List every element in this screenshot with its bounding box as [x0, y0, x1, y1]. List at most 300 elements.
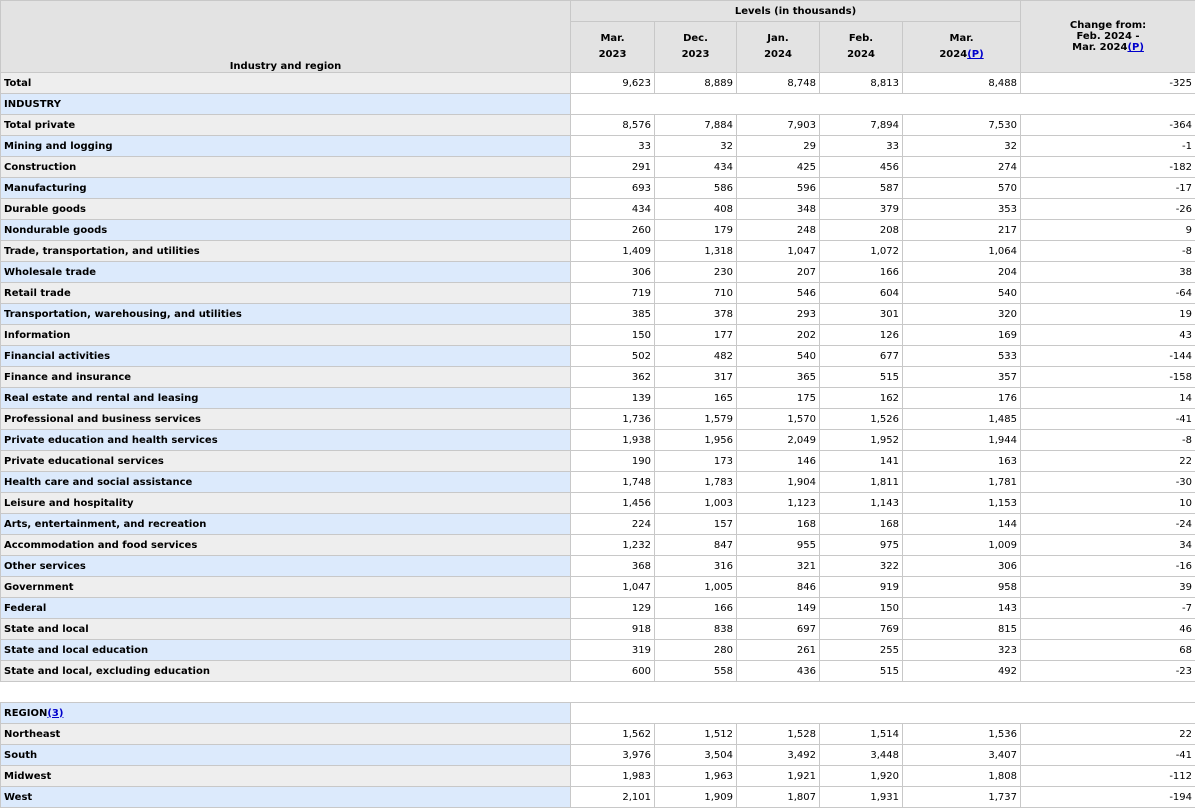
level-value: 173: [655, 451, 737, 472]
change-value: -144: [1021, 346, 1195, 367]
level-value: 157: [655, 514, 737, 535]
row-label: [1, 220, 571, 241]
change-value: -325: [1021, 73, 1195, 94]
row-label: [1, 766, 571, 787]
level-value: 8,748: [737, 73, 820, 94]
change-value: -24: [1021, 514, 1195, 535]
level-value: 162: [820, 388, 903, 409]
level-value: 168: [820, 514, 903, 535]
level-value: 348: [737, 199, 820, 220]
row-label: [1, 304, 571, 325]
table-row: [1, 388, 1195, 409]
level-value: 1,153: [903, 493, 1021, 514]
row-label-text: Professional and business services: [4, 414, 201, 425]
level-value: 169: [903, 325, 1021, 346]
level-value: 317: [655, 367, 737, 388]
change-value: 19: [1021, 304, 1195, 325]
level-value: 570: [903, 178, 1021, 199]
change-value: -16: [1021, 556, 1195, 577]
row-label-text: Durable goods: [4, 204, 86, 215]
level-value: 202: [737, 325, 820, 346]
row-label: [1, 472, 571, 493]
level-value: 3,492: [737, 745, 820, 766]
column-header-year: 2024: [847, 49, 875, 60]
level-value: 1,956: [655, 430, 737, 451]
level-value: 3,504: [655, 745, 737, 766]
table-row: [1, 787, 1195, 808]
level-value: 425: [737, 157, 820, 178]
level-value: 204: [903, 262, 1021, 283]
section-fill: [571, 94, 1195, 115]
row-label-text: Government: [4, 582, 74, 593]
level-value: 1,983: [571, 766, 655, 787]
level-value: 322: [820, 556, 903, 577]
change-value: 38: [1021, 262, 1195, 283]
level-value: 149: [737, 598, 820, 619]
level-value: 175: [737, 388, 820, 409]
table-row: [1, 409, 1195, 430]
level-value: 1,064: [903, 241, 1021, 262]
level-value: 1,737: [903, 787, 1021, 808]
level-value: 1,318: [655, 241, 737, 262]
level-value: 1,783: [655, 472, 737, 493]
level-value: 316: [655, 556, 737, 577]
table-row: [1, 73, 1195, 94]
footnote-link-preliminary[interactable]: (P): [1127, 42, 1143, 53]
level-value: 33: [820, 136, 903, 157]
level-value: 515: [820, 367, 903, 388]
row-label-text: Private education and health services: [4, 435, 218, 446]
levels-header-label: Levels (in thousands): [735, 6, 856, 17]
row-label: [1, 661, 571, 682]
level-value: 533: [903, 346, 1021, 367]
level-value: 129: [571, 598, 655, 619]
row-label-text: Total: [4, 78, 31, 89]
level-value: 1,920: [820, 766, 903, 787]
level-value: 217: [903, 220, 1021, 241]
row-label: [1, 241, 571, 262]
change-value: 68: [1021, 640, 1195, 661]
change-value: -30: [1021, 472, 1195, 493]
change-header: [1021, 1, 1195, 73]
row-label-text: Health care and social assistance: [4, 477, 192, 488]
level-value: 846: [737, 577, 820, 598]
section-row: [1, 703, 1195, 724]
section-row: [1, 94, 1195, 115]
row-label-text: Federal: [4, 603, 46, 614]
spacer-cell: [1, 682, 1195, 703]
row-label-text: State and local, excluding education: [4, 666, 210, 677]
column-header-month: Mar.: [574, 31, 651, 47]
footnote-link-region[interactable]: (3): [47, 708, 63, 719]
row-label: [1, 640, 571, 661]
footnote-link-preliminary[interactable]: (P): [967, 49, 983, 60]
row-label-text: Leisure and hospitality: [4, 498, 134, 509]
table-row: [1, 262, 1195, 283]
level-value: 604: [820, 283, 903, 304]
level-value: 261: [737, 640, 820, 661]
table-body: [1, 73, 1195, 808]
column-header-month: Feb.: [823, 31, 899, 47]
column-header-year: 2024: [939, 49, 967, 60]
level-value: 8,576: [571, 115, 655, 136]
level-value: 1,807: [737, 787, 820, 808]
change-value: -7: [1021, 598, 1195, 619]
table-row: [1, 220, 1195, 241]
row-label-text: INDUSTRY: [4, 99, 61, 110]
column-header: [820, 22, 903, 73]
level-value: 1,514: [820, 724, 903, 745]
level-value: 955: [737, 535, 820, 556]
row-label-text: Finance and insurance: [4, 372, 131, 383]
level-value: 248: [737, 220, 820, 241]
level-value: 1,579: [655, 409, 737, 430]
level-value: 918: [571, 619, 655, 640]
row-label-text: Information: [4, 330, 70, 341]
level-value: 2,049: [737, 430, 820, 451]
level-value: 456: [820, 157, 903, 178]
row-label-text: Wholesale trade: [4, 267, 96, 278]
table-row: [1, 283, 1195, 304]
level-value: 143: [903, 598, 1021, 619]
table-row: [1, 493, 1195, 514]
level-value: 482: [655, 346, 737, 367]
table-row: [1, 136, 1195, 157]
level-value: 697: [737, 619, 820, 640]
level-value: 1,938: [571, 430, 655, 451]
level-value: 306: [571, 262, 655, 283]
change-value: -17: [1021, 178, 1195, 199]
level-value: 207: [737, 262, 820, 283]
level-value: 8,813: [820, 73, 903, 94]
row-label-text: Transportation, warehousing, and utilities: [4, 309, 242, 320]
level-value: 177: [655, 325, 737, 346]
row-label-text: Real estate and rental and leasing: [4, 393, 198, 404]
level-value: 693: [571, 178, 655, 199]
level-value: 436: [737, 661, 820, 682]
level-value: 596: [737, 178, 820, 199]
level-value: 1,944: [903, 430, 1021, 451]
row-label: [1, 493, 571, 514]
row-label-text: Total private: [4, 120, 75, 131]
row-label: [1, 409, 571, 430]
level-value: 1,736: [571, 409, 655, 430]
level-value: 3,448: [820, 745, 903, 766]
change-value: -64: [1021, 283, 1195, 304]
level-value: 1,952: [820, 430, 903, 451]
level-value: 1,570: [737, 409, 820, 430]
level-value: 586: [655, 178, 737, 199]
level-value: 847: [655, 535, 737, 556]
level-value: 146: [737, 451, 820, 472]
change-value: -182: [1021, 157, 1195, 178]
row-label: [1, 325, 571, 346]
table-header: [1, 1, 1195, 73]
level-value: 1,047: [737, 241, 820, 262]
level-value: 9,623: [571, 73, 655, 94]
level-value: 260: [571, 220, 655, 241]
level-value: 280: [655, 640, 737, 661]
row-label-text: State and local education: [4, 645, 148, 656]
column-header-year: 2023: [682, 49, 710, 60]
change-value: 14: [1021, 388, 1195, 409]
table-row: [1, 304, 1195, 325]
level-value: 255: [820, 640, 903, 661]
level-value: 319: [571, 640, 655, 661]
level-value: 1,909: [655, 787, 737, 808]
levels-header: [571, 1, 1021, 22]
level-value: 1,232: [571, 535, 655, 556]
change-value: -1: [1021, 136, 1195, 157]
level-value: 600: [571, 661, 655, 682]
change-header-line1: Change from:: [1024, 20, 1192, 31]
level-value: 975: [820, 535, 903, 556]
row-label: [1, 451, 571, 472]
row-label-text: Trade, transportation, and utilities: [4, 246, 200, 257]
level-value: 306: [903, 556, 1021, 577]
level-value: 546: [737, 283, 820, 304]
change-value: 9: [1021, 220, 1195, 241]
row-label: [1, 262, 571, 283]
row-label: [1, 94, 571, 115]
row-label-text: Manufacturing: [4, 183, 87, 194]
level-value: 33: [571, 136, 655, 157]
level-value: 3,407: [903, 745, 1021, 766]
column-header-year: 2023: [599, 49, 627, 60]
level-value: 293: [737, 304, 820, 325]
level-value: 150: [820, 598, 903, 619]
level-value: 7,894: [820, 115, 903, 136]
column-header-month: Jan.: [740, 31, 816, 47]
change-value: -41: [1021, 745, 1195, 766]
change-value: 22: [1021, 451, 1195, 472]
level-value: 176: [903, 388, 1021, 409]
table-row: [1, 640, 1195, 661]
row-label-text: Retail trade: [4, 288, 71, 299]
stub-header: [1, 1, 571, 73]
level-value: 1,009: [903, 535, 1021, 556]
column-header-year: 2024: [764, 49, 792, 60]
level-value: 1,047: [571, 577, 655, 598]
level-value: 353: [903, 199, 1021, 220]
level-value: 958: [903, 577, 1021, 598]
row-label: [1, 703, 571, 724]
row-label: [1, 157, 571, 178]
level-value: 677: [820, 346, 903, 367]
row-label: [1, 535, 571, 556]
level-value: 1,921: [737, 766, 820, 787]
level-value: 492: [903, 661, 1021, 682]
spacer-row: [1, 682, 1195, 703]
table-row: [1, 766, 1195, 787]
row-label: [1, 514, 571, 535]
change-value: 43: [1021, 325, 1195, 346]
level-value: 1,526: [820, 409, 903, 430]
level-value: 1,931: [820, 787, 903, 808]
level-value: 7,884: [655, 115, 737, 136]
level-value: 166: [655, 598, 737, 619]
level-value: 32: [655, 136, 737, 157]
level-value: 291: [571, 157, 655, 178]
level-value: 378: [655, 304, 737, 325]
level-value: 1,143: [820, 493, 903, 514]
level-value: 357: [903, 367, 1021, 388]
level-value: 168: [737, 514, 820, 535]
table-row: [1, 745, 1195, 766]
change-value: -23: [1021, 661, 1195, 682]
level-value: 29: [737, 136, 820, 157]
level-value: 558: [655, 661, 737, 682]
level-value: 1,562: [571, 724, 655, 745]
table-row: [1, 472, 1195, 493]
table-row: [1, 556, 1195, 577]
level-value: 144: [903, 514, 1021, 535]
row-label: [1, 388, 571, 409]
table-row: [1, 598, 1195, 619]
table-row: [1, 619, 1195, 640]
level-value: 1,748: [571, 472, 655, 493]
row-label-text: Nondurable goods: [4, 225, 107, 236]
table-row: [1, 535, 1195, 556]
table-row: [1, 514, 1195, 535]
level-value: 919: [820, 577, 903, 598]
column-header: [737, 22, 820, 73]
level-value: 1,536: [903, 724, 1021, 745]
row-label: [1, 73, 571, 94]
row-label: [1, 199, 571, 220]
level-value: 321: [737, 556, 820, 577]
row-label-text: Financial activities: [4, 351, 110, 362]
row-label: [1, 556, 571, 577]
table-row: [1, 724, 1195, 745]
level-value: 139: [571, 388, 655, 409]
level-value: 3,976: [571, 745, 655, 766]
row-label: [1, 115, 571, 136]
column-header: [655, 22, 737, 73]
table-row: [1, 199, 1195, 220]
change-value: -364: [1021, 115, 1195, 136]
change-value: -8: [1021, 241, 1195, 262]
row-label-text: South: [4, 750, 37, 761]
level-value: 1,456: [571, 493, 655, 514]
level-value: 323: [903, 640, 1021, 661]
level-value: 434: [655, 157, 737, 178]
level-value: 163: [903, 451, 1021, 472]
row-label: [1, 577, 571, 598]
level-value: 710: [655, 283, 737, 304]
change-value: -41: [1021, 409, 1195, 430]
row-label-text: Arts, entertainment, and recreation: [4, 519, 206, 530]
level-value: 540: [737, 346, 820, 367]
change-value: 39: [1021, 577, 1195, 598]
level-value: 838: [655, 619, 737, 640]
table-row: [1, 115, 1195, 136]
change-value: -158: [1021, 367, 1195, 388]
level-value: 1,904: [737, 472, 820, 493]
level-value: 385: [571, 304, 655, 325]
level-value: 502: [571, 346, 655, 367]
level-value: 7,530: [903, 115, 1021, 136]
change-header-line3: Mar. 2024: [1072, 42, 1127, 53]
level-value: 224: [571, 514, 655, 535]
level-value: 769: [820, 619, 903, 640]
level-value: 141: [820, 451, 903, 472]
level-value: 1,005: [655, 577, 737, 598]
row-label: [1, 745, 571, 766]
row-label: [1, 136, 571, 157]
change-value: 34: [1021, 535, 1195, 556]
level-value: 368: [571, 556, 655, 577]
change-value: 22: [1021, 724, 1195, 745]
change-value: -194: [1021, 787, 1195, 808]
level-value: 434: [571, 199, 655, 220]
change-value: 10: [1021, 493, 1195, 514]
table-row: [1, 346, 1195, 367]
section-fill: [571, 703, 1195, 724]
level-value: 208: [820, 220, 903, 241]
row-label-text: REGION: [4, 708, 47, 719]
table-row: [1, 577, 1195, 598]
level-value: 365: [737, 367, 820, 388]
row-label-text: Construction: [4, 162, 76, 173]
table-row: [1, 451, 1195, 472]
row-label: [1, 724, 571, 745]
change-value: -112: [1021, 766, 1195, 787]
level-value: 408: [655, 199, 737, 220]
level-value: 515: [820, 661, 903, 682]
table-row: [1, 178, 1195, 199]
level-value: 165: [655, 388, 737, 409]
row-label-text: Other services: [4, 561, 86, 572]
change-header-line2: Feb. 2024 -: [1024, 31, 1192, 42]
row-label: [1, 178, 571, 199]
column-header: [571, 22, 655, 73]
table-row: [1, 661, 1195, 682]
row-label: [1, 346, 571, 367]
level-value: 8,488: [903, 73, 1021, 94]
row-label-text: Mining and logging: [4, 141, 113, 152]
table-row: [1, 241, 1195, 262]
row-label: [1, 367, 571, 388]
level-value: 1,808: [903, 766, 1021, 787]
level-value: 274: [903, 157, 1021, 178]
row-label-text: State and local: [4, 624, 89, 635]
level-value: 7,903: [737, 115, 820, 136]
level-value: 1,781: [903, 472, 1021, 493]
level-value: 1,409: [571, 241, 655, 262]
level-value: 362: [571, 367, 655, 388]
level-value: 379: [820, 199, 903, 220]
level-value: 1,811: [820, 472, 903, 493]
table-row: [1, 430, 1195, 451]
level-value: 150: [571, 325, 655, 346]
change-value: -8: [1021, 430, 1195, 451]
column-header-month: Dec.: [658, 31, 733, 47]
row-label-text: Private educational services: [4, 456, 164, 467]
change-value: -26: [1021, 199, 1195, 220]
row-label-text: West: [4, 792, 32, 803]
column-header: [903, 22, 1021, 73]
row-label-text: Accommodation and food services: [4, 540, 197, 551]
row-label: [1, 787, 571, 808]
level-value: 1,072: [820, 241, 903, 262]
stub-header-label: Industry and region: [230, 61, 342, 72]
level-value: 2,101: [571, 787, 655, 808]
level-value: 320: [903, 304, 1021, 325]
table-row: [1, 325, 1195, 346]
table-row: [1, 367, 1195, 388]
row-label-text: Midwest: [4, 771, 51, 782]
